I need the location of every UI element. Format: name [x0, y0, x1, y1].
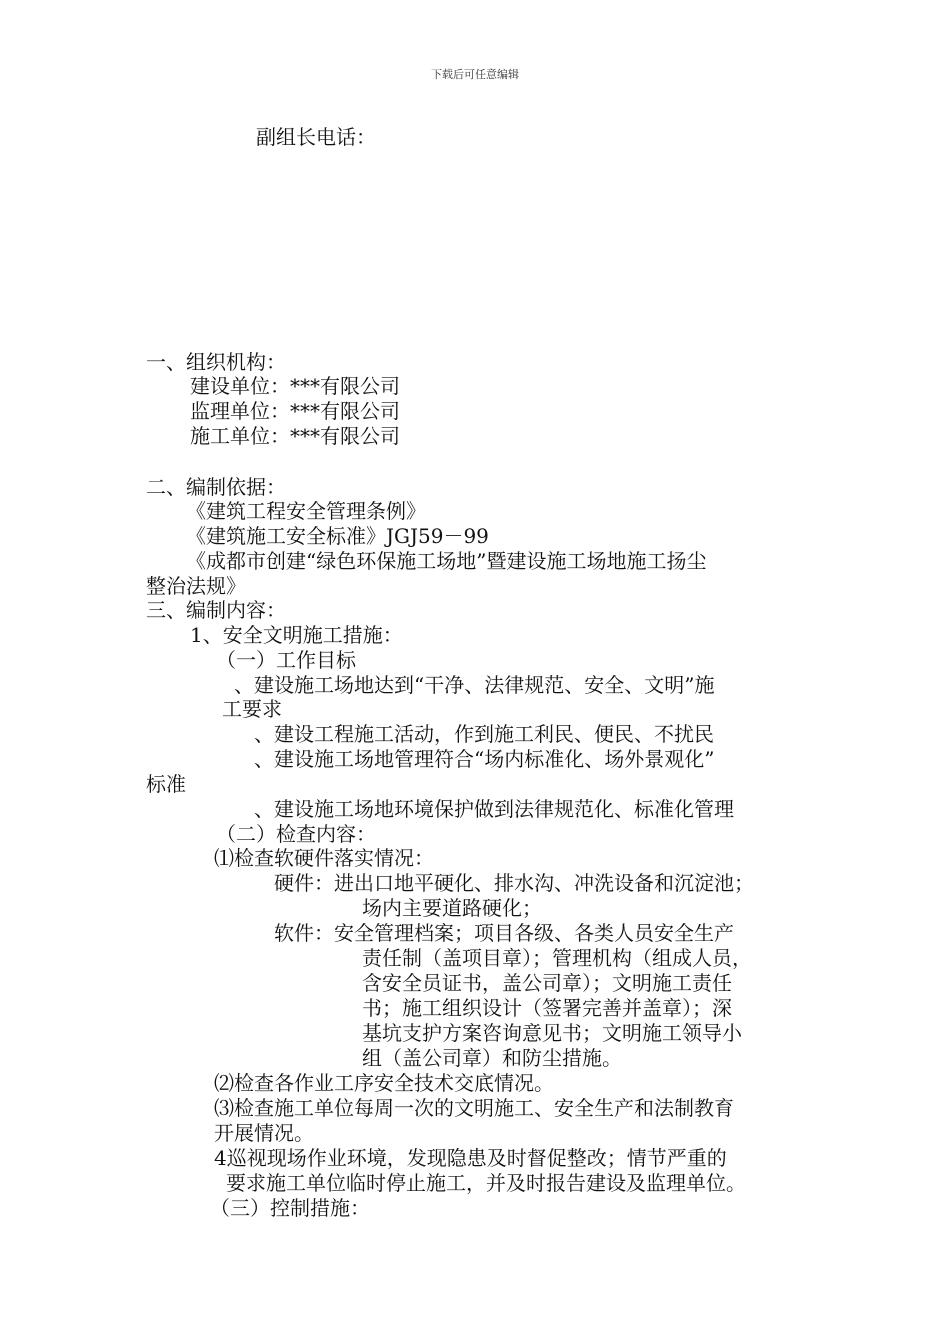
inspect-item-4: 要求施工单位临时停止施工，并及时报告建设及监理单位。 — [226, 1171, 746, 1195]
inspect-item-1: ⑴检查软硬件落实情况： — [214, 846, 434, 870]
software-line: 软件：安全管理档案；项目各级、各类人员安全生产 — [274, 921, 734, 945]
measures-title: 1、安全文明施工措施： — [190, 623, 403, 647]
software-line: 组（盖公司章）和防尘措施。 — [362, 1046, 622, 1070]
org-heading: 一、组织机构： — [146, 350, 286, 374]
basis-item: 整治法规》 — [146, 574, 246, 598]
builder-unit: 建设单位：***有限公司 — [190, 374, 400, 398]
goal-item: 、建设工程施工活动，作到施工利民、便民、不扰民 — [254, 722, 714, 746]
supervisor-unit: 监理单位：***有限公司 — [190, 399, 400, 423]
inspect-item-2: ⑵检查各作业工序安全技术交底情况。 — [214, 1071, 554, 1095]
contractor-unit: 施工单位：***有限公司 — [190, 424, 400, 448]
goal-item: 、建设施工场地达到“干净、法律规范、安全、文明”施 — [234, 673, 715, 697]
hardware-line: 硬件：进出口地平硬化、排水沟、冲洗设备和沉淀池； — [274, 871, 754, 895]
control-heading: （三）控制措施： — [210, 1196, 370, 1220]
software-line: 基坑支护方案咨询意见书；文明施工领导小 — [362, 1021, 742, 1045]
software-line: 含安全员证书，盖公司章）；文明施工责任 — [362, 971, 732, 995]
basis-item: 《建筑施工安全标准》JGJ59－99 — [186, 524, 489, 548]
goal-heading: （一）工作目标 — [216, 648, 356, 672]
inspect-heading: （二）检查内容： — [216, 822, 376, 846]
goal-item: 、建设施工场地环境保护做到法律规范化、标准化管理 — [254, 797, 734, 821]
goal-item: 、建设施工场地管理符合“场内标准化、场外景观化” — [254, 747, 715, 771]
page-header: 下载后可任意编辑 — [431, 68, 519, 81]
software-line: 书；施工组织设计（签署完善并盖章）；深 — [362, 996, 732, 1020]
deputy-phone-label: 副组长电话： — [256, 125, 376, 149]
hardware-line: 场内主要道路硬化； — [362, 896, 542, 920]
basis-heading: 二、编制依据： — [146, 475, 286, 499]
inspect-item-3: ⑶检查施工单位每周一次的文明施工、安全生产和法制教育 — [214, 1096, 734, 1120]
software-line: 责任制（盖项目章）；管理机构（组成人员， — [362, 946, 752, 970]
basis-item: 《成都市创建“绿色环保施工场地”暨建设施工场地施工扬尘 — [186, 549, 707, 573]
goal-item: 标准 — [146, 772, 186, 796]
content-heading: 三、编制内容： — [146, 598, 286, 622]
inspect-item-3: 开展情况。 — [214, 1121, 314, 1145]
basis-item: 《建筑工程安全管理条例》 — [186, 499, 426, 523]
goal-item: 工要求 — [222, 697, 282, 721]
inspect-item-4: 4巡视现场作业环境，发现隐患及时督促整改；情节严重的 — [214, 1146, 727, 1170]
